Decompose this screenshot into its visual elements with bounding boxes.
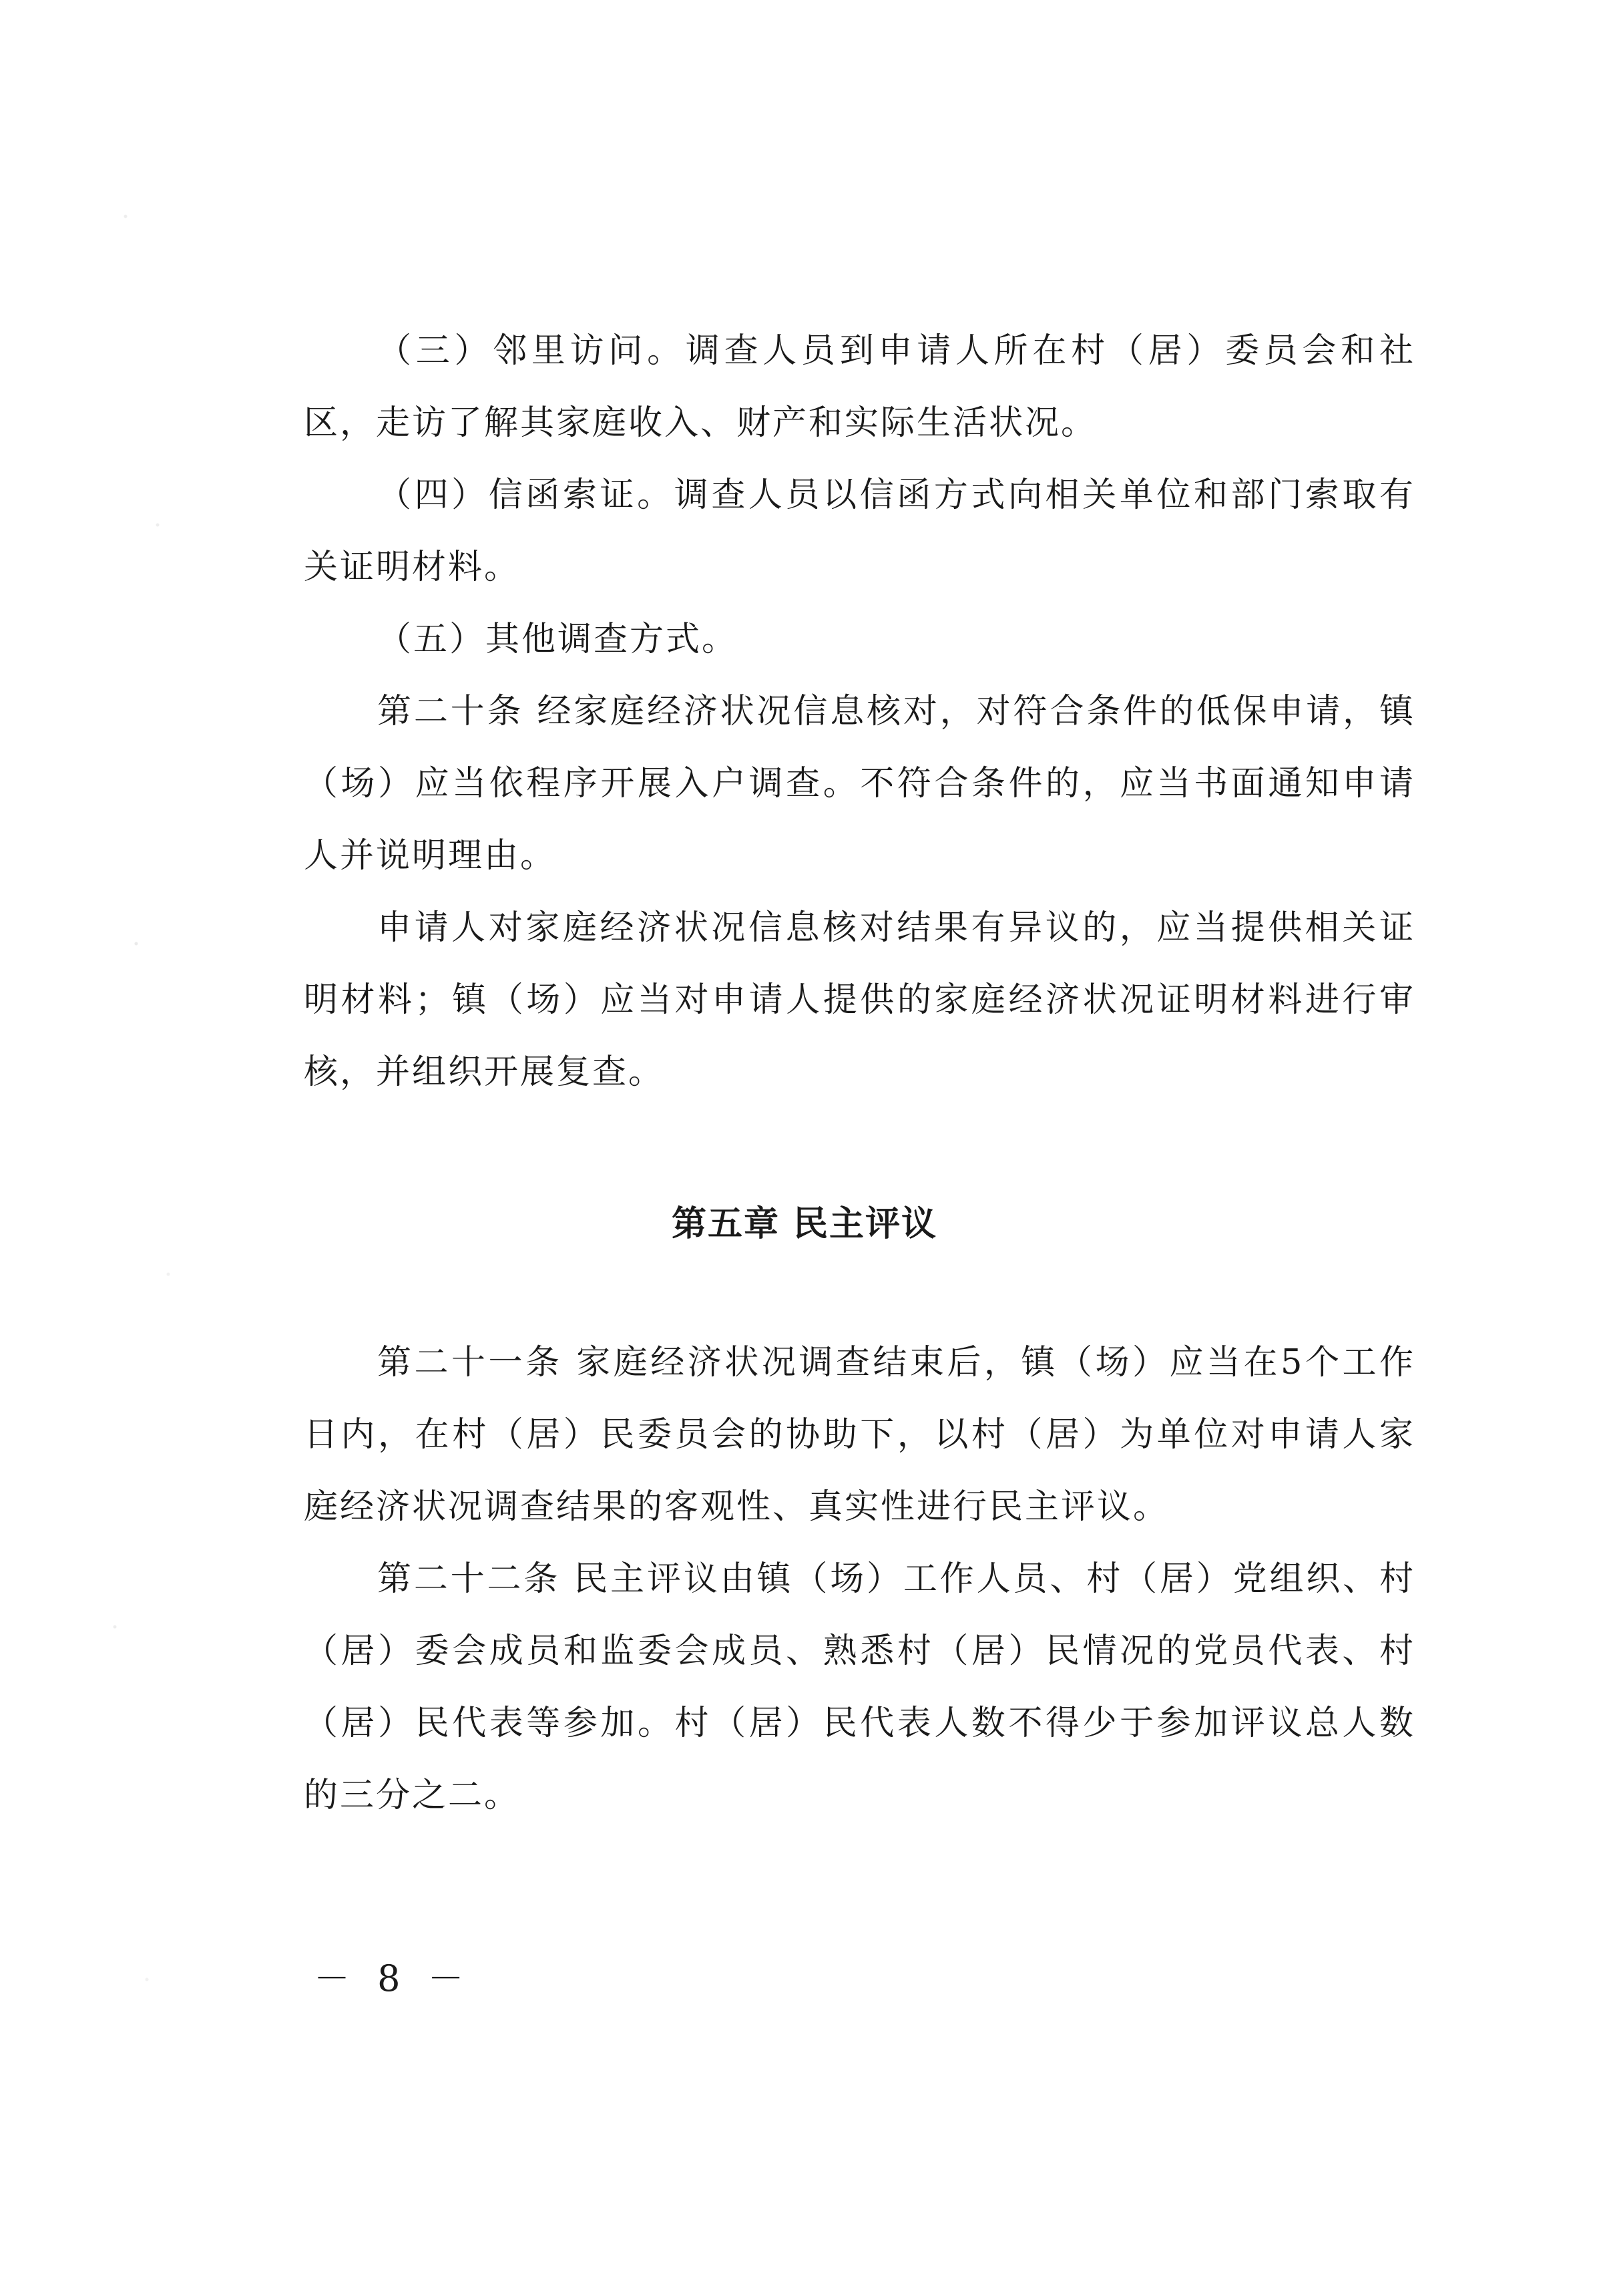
- bottom-section: [304, 1327, 1415, 1832]
- page-number: － 8 －: [314, 1957, 472, 1999]
- paragraph-letter-evidence: （四）信函索证。调查人员以信函方式向相关单位和部门索取有关证明材料。: [304, 475, 1415, 587]
- scan-edge-noise: [93, 40, 200, 2244]
- paragraph-other-methods: （五）其他调查方式。: [377, 620, 738, 659]
- chapter-title: 第五章 民主评议: [671, 1204, 938, 1244]
- paragraph-neighbor-visit: （三）邻里访问。调查人员到申请人所在村（居）委员会和社区，走访了解其家庭收入、财产和实际生活状况。: [304, 331, 1415, 443]
- article-20: 第二十条 经家庭经济状况信息核对，对符合条件的低保申请，镇（场）应当依程序开展入户调查。不符合条件的，应当书面通知申请人并说明理由。: [304, 692, 1415, 876]
- article-22: 第二十二条 民主评议由镇（场）工作人员、村（居）党组织、村（居）委会成员和监委会成员、熟悉村（居）民情况的党员代表、村（居）民代表等参加。村（居）民代表人数不得少于参加评议总人数的三分之二。: [304, 1559, 1415, 1815]
- top-section: [304, 315, 1415, 1109]
- article-21: 第二十一条 家庭经济状况调查结束后，镇（场）应当在5个工作日内，在村（居）民委员会的协助下，以村（居）为单位对申请人家庭经济状况调查结果的客观性、真实性进行民主评议。: [304, 1343, 1415, 1527]
- paragraph-objection-review: 申请人对家庭经济状况信息核对结果有异议的，应当提供相关证明材料；镇（场）应当对申请人提供的家庭经济状况证明材料进行审核，并组织开展复查。: [304, 908, 1415, 1092]
